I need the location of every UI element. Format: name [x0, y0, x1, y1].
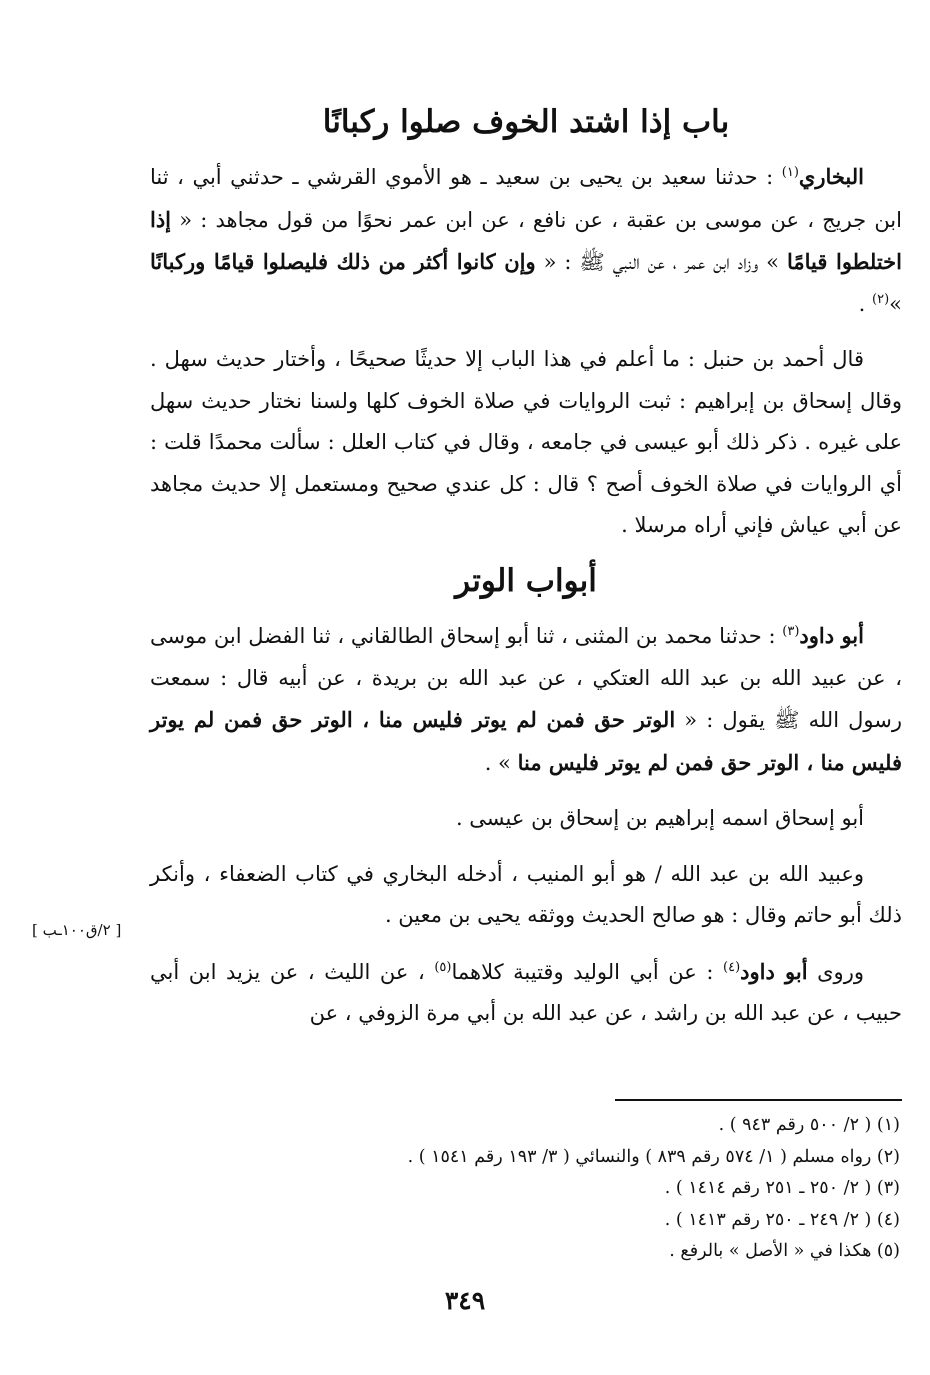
page-body [150, 90, 902, 1049]
footnote-divider [615, 1099, 902, 1101]
source-name: أبو داود [740, 958, 808, 984]
hadith-text: الوتر حق فمن لم يوتر فليس منا ، الوتر حق فمن لم يوتر فليس منا ، الوتر حق فمن لم يوتر فليس منا [150, 707, 902, 775]
page-number: ٣٤٩ [444, 1286, 486, 1315]
paragraph-bukhari: البخاري$^{(١)}$ : حدثنا سعيد بن يحيى بن سعيد ـ هو الأموي القرشي ـ حدثني أبي ، ثنا ابن جريج ، عن موسى بن عقبة ، عن نافع ، عن ابن عمر نحوًا من قول مجاهد : « إذا اختلطوا قيامًا » وزاد ابن عمر ، عن النبي ﷺ : « وإن كانوا أكثر من ذلك فليصلوا قيامًا وركبانًا »$^{(٢)}$ . [150, 164, 902, 316]
source-name: البخاري [798, 164, 864, 190]
paragraph-ubaydullah: وعبيد الله بن عبد الله / هو أبو المنيب ، أدخله البخاري في كتاب الضعفاء ، وأنكر ذلك أبو حاتم وقال : هو صالح الحديث ووثقه يحيى بن معين . [150, 861, 902, 928]
footnote-ref: (١) [781, 165, 799, 181]
section-title-fear-prayer: باب إذا اشتد الخوف صلوا ركبانًا [322, 104, 730, 140]
manuscript-margin-note: [ ٢/ق١٠٠ـب ] [32, 921, 122, 939]
paragraph-abu-dawud: أبو داود$^{(٣)}$ : حدثنا محمد بن المثنى ، ثنا أبو إسحاق الطالقاني ، ثنا الفضل ابن موسى ، عن عبيد الله بن عبد الله العتكي ، عن عبد الله بن بريدة ، عن أبيه قال : سمعت رسول الله ﷺ يقول : « الوتر حق فمن لم يوتر فليس منا ، الوتر حق فمن لم يوتر فليس منا ، الوتر حق فمن لم يوتر فليس منا » . [150, 623, 902, 775]
footnote-2: (٢) رواه مسلم ( ١/ ٥٧٤ رقم ٨٣٩ ) والنسائي ( ٣/ ١٩٣ رقم ١٥٤١ ) . [407, 1146, 900, 1167]
footnote-4: (٤) ( ٢/ ٢٤٩ ـ ٢٥٠ رقم ١٤١٣ ) . [664, 1209, 900, 1230]
footnote-3: (٣) ( ٢/ ٢٥٠ ـ ٢٥١ رقم ١٤١٤ ) . [664, 1178, 900, 1198]
section-title-witr: أبواب الوتر [455, 562, 597, 599]
footnote-ref: (٢) [872, 291, 890, 307]
footnote-5: (٥) هكذا في « الأصل » بالرفع . [669, 1241, 900, 1261]
hadith-text: إذا اختلطوا قيامًا [150, 206, 902, 275]
paragraph-ahmad: قال أحمد بن حنبل : ما أعلم في هذا الباب إلا حديثًا صحيحًا ، وأختار حديث سهل . وقال إسحاق بن إبراهيم : ثبت الروايات في صلاة الخوف كلها ولسنا نختار حديث سهل على غيره . ذكر ذلك أبو عيسى في جامعه ، وقال في كتاب العلل : سألت محمدًا قلت : أي الروايات في صلاة الخوف أصح ؟ قال : كل عندي صحيح ومستعمل إلا حديث مجاهد عن أبي عياش فإني أراه مرسلا . [150, 347, 902, 538]
footnote-ref: (٤) [723, 959, 741, 975]
footnote-ref: (٥) [434, 959, 452, 975]
footnote-1: (١) ( ٢/ ٥٠٠ رقم ٩٤٣ ) . [718, 1115, 900, 1135]
source-name: أبو داود [799, 623, 864, 649]
paragraph-second-narration: وروى أبو داود$^{(٤)}$ : عن أبي الوليد وقتيبة كلاهما$^{(٥)}$ ، عن الليث ، عن يزيد ابن أبي حبيب ، عن عبد الله بن راشد ، عن عبد الله بن أبي مرة الزوفي ، عن [150, 958, 902, 1026]
paragraph-abu-ishaq: أبو إسحاق اسمه إبراهيم بن إسحاق بن عيسى . [455, 806, 864, 831]
hadith-text: وإن كانوا أكثر من ذلك فليصلوا قيامًا وركبانًا [150, 249, 536, 275]
footnote-ref: (٣) [782, 624, 800, 640]
footnotes [150, 1110, 902, 1268]
